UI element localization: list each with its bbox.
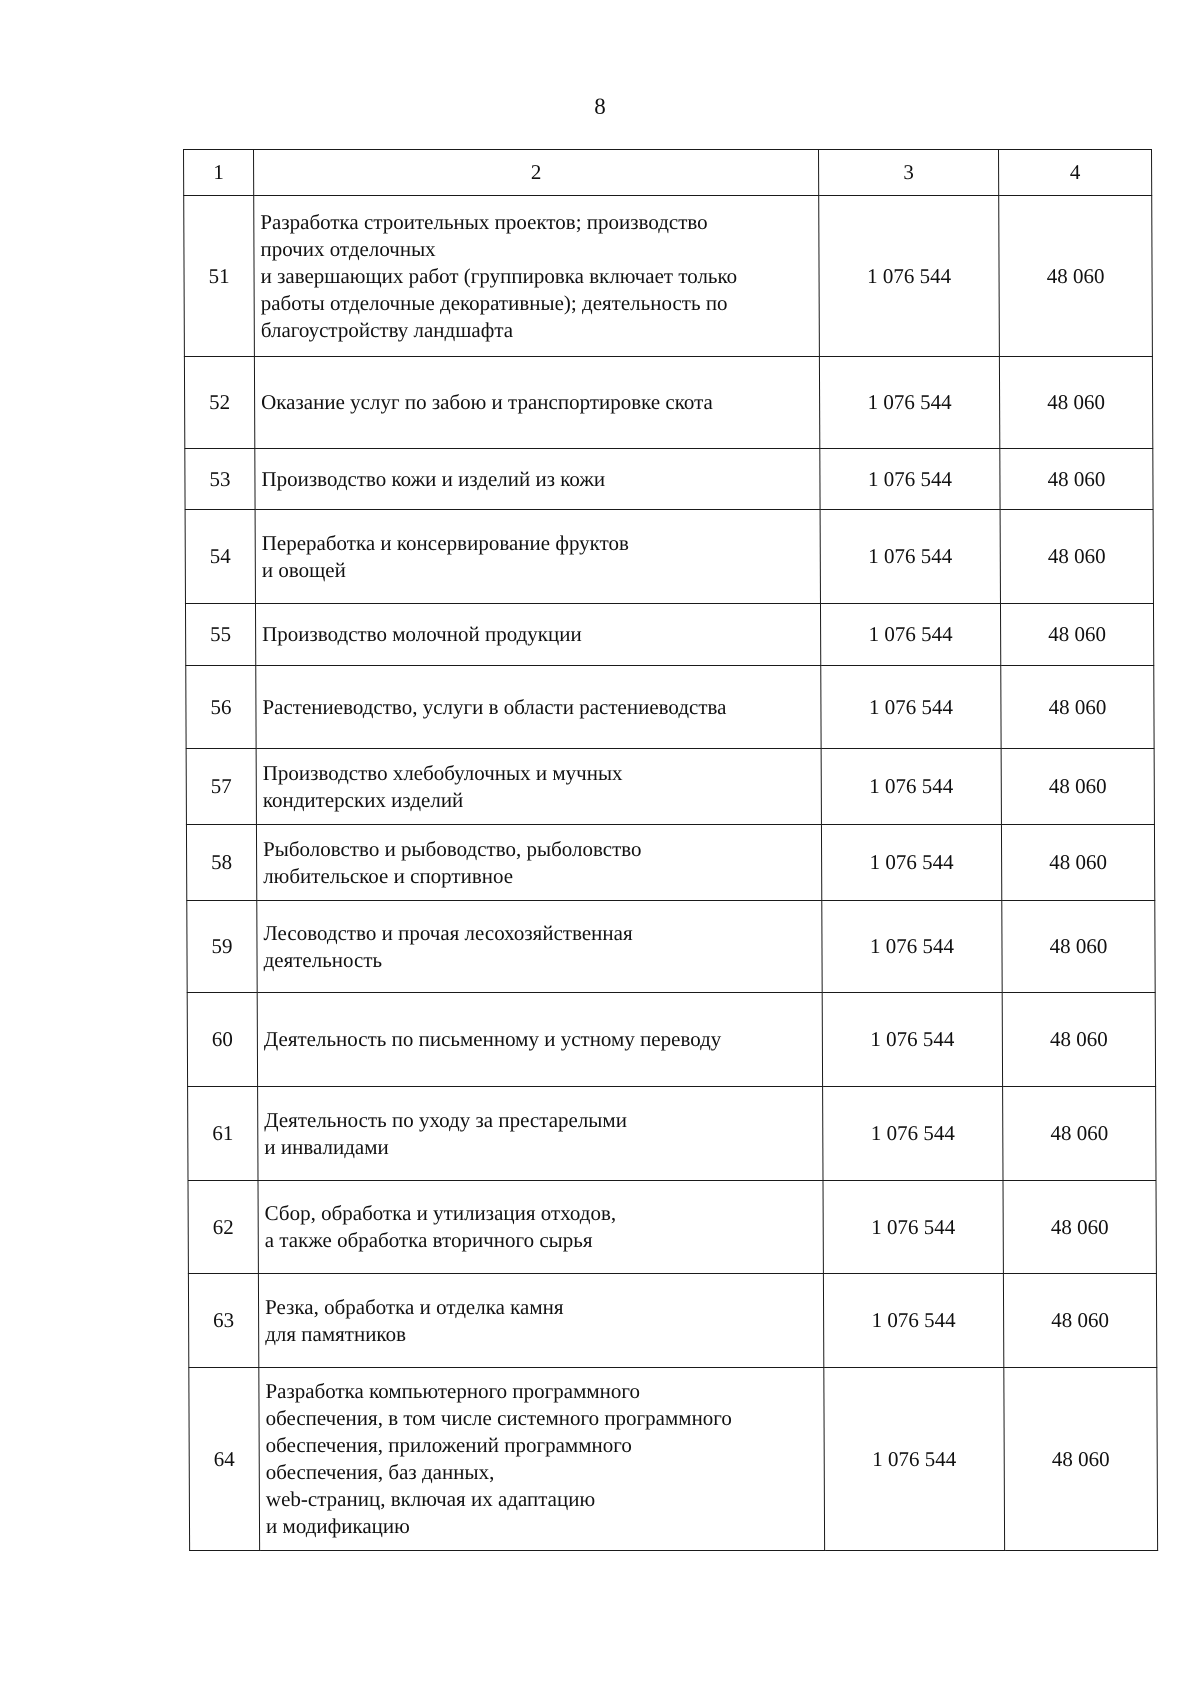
activity-description: Рыболовство и рыбоводство, рыболовство любительское и спортивное: [256, 825, 821, 901]
row-number: 63: [188, 1274, 258, 1368]
table-row: [185, 449, 1153, 510]
column-header-3: 3: [819, 150, 999, 196]
value-col3: 1 076 544: [819, 196, 1000, 357]
table-row: [185, 604, 1153, 666]
activity-description: Производство молочной продукции: [255, 604, 820, 666]
activity-description: Лесоводство и прочая лесохозяйственная деятельность: [257, 901, 822, 993]
value-col3: 1 076 544: [823, 1087, 1003, 1181]
table-row: [186, 666, 1154, 749]
activity-description: Резка, обработка и отделка камня для памятников: [258, 1274, 823, 1368]
value-col3: 1 076 544: [819, 357, 999, 449]
activity-description: Оказание услуг по забою и транспортировке скота: [254, 357, 819, 449]
value-col4: 48 060: [1001, 749, 1154, 825]
activity-description: Разработка компьютерного программного обеспечения, в том числе системного программного обеспечения, приложений программного обеспечения, баз данных, web-страниц, включая их адаптацию и модификацию: [259, 1368, 825, 1551]
page-number: 8: [594, 94, 606, 119]
table-row: [185, 510, 1153, 604]
row-number: 55: [185, 604, 255, 666]
row-number: 62: [188, 1181, 258, 1274]
value-col4: 48 060: [1002, 901, 1155, 993]
row-number: 64: [189, 1368, 260, 1551]
table-row: [188, 1181, 1156, 1274]
table-row: [187, 993, 1155, 1087]
value-col4: 48 060: [999, 357, 1152, 449]
table-row: [187, 901, 1155, 993]
value-col3: 1 076 544: [824, 1368, 1005, 1551]
value-col3: 1 076 544: [821, 749, 1001, 825]
activity-description: Разработка строительных проектов; производство прочих отделочных и завершающих работ (группировка включает только работы отделочные декоративные); деятельность по благоустройству ландшафта: [254, 196, 820, 357]
row-number: 60: [187, 993, 257, 1087]
value-col3: 1 076 544: [823, 1181, 1003, 1274]
value-col3: 1 076 544: [821, 825, 1001, 901]
value-col4: 48 060: [1004, 1368, 1158, 1551]
row-number: 52: [184, 357, 254, 449]
value-col3: 1 076 544: [822, 901, 1002, 993]
row-number: 51: [184, 196, 255, 357]
table-row: [188, 1087, 1156, 1181]
table-row: [184, 357, 1152, 449]
value-col4: 48 060: [1000, 604, 1153, 666]
table-row: [184, 196, 1153, 357]
row-number: 61: [188, 1087, 258, 1181]
value-col4: 48 060: [999, 196, 1153, 357]
value-col4: 48 060: [1003, 1181, 1156, 1274]
row-number: 59: [187, 901, 257, 993]
value-col4: 48 060: [1003, 1087, 1156, 1181]
value-col3: 1 076 544: [820, 604, 1000, 666]
value-col3: 1 076 544: [822, 993, 1002, 1087]
table-row: [188, 1274, 1156, 1368]
table-row: [186, 825, 1154, 901]
activity-description: Деятельность по уходу за престарелыми и инвалидами: [258, 1087, 823, 1181]
value-col4: 48 060: [1000, 510, 1153, 604]
table-row: [186, 749, 1154, 825]
activity-description: Переработка и консервирование фруктов и овощей: [255, 510, 820, 604]
column-header-4: 4: [999, 150, 1152, 196]
value-col4: 48 060: [1001, 825, 1154, 901]
value-col3: 1 076 544: [820, 510, 1000, 604]
activity-description: Производство кожи и изделий из кожи: [255, 449, 820, 510]
value-col3: 1 076 544: [820, 449, 1000, 510]
data-table: [183, 149, 1158, 1551]
activity-description: Деятельность по письменному и устному переводу: [257, 993, 822, 1087]
column-header-1: 1: [184, 150, 254, 196]
table-header-row: [184, 150, 1152, 196]
value-col4: 48 060: [1001, 666, 1154, 749]
value-col4: 48 060: [1003, 1274, 1156, 1368]
column-header-2: 2: [254, 150, 819, 196]
activity-description: Растениеводство, услуги в области растениеводства: [256, 666, 821, 749]
value-col4: 48 060: [1000, 449, 1153, 510]
row-number: 58: [186, 825, 256, 901]
row-number: 57: [186, 749, 256, 825]
value-col3: 1 076 544: [823, 1274, 1003, 1368]
activity-description: Сбор, обработка и утилизация отходов, а также обработка вторичного сырья: [258, 1181, 823, 1274]
value-col3: 1 076 544: [821, 666, 1001, 749]
value-col4: 48 060: [1002, 993, 1155, 1087]
activity-description: Производство хлебобулочных и мучных кондитерских изделий: [256, 749, 821, 825]
row-number: 53: [185, 449, 255, 510]
row-number: 56: [186, 666, 256, 749]
row-number: 54: [185, 510, 255, 604]
table-row: [189, 1368, 1158, 1551]
